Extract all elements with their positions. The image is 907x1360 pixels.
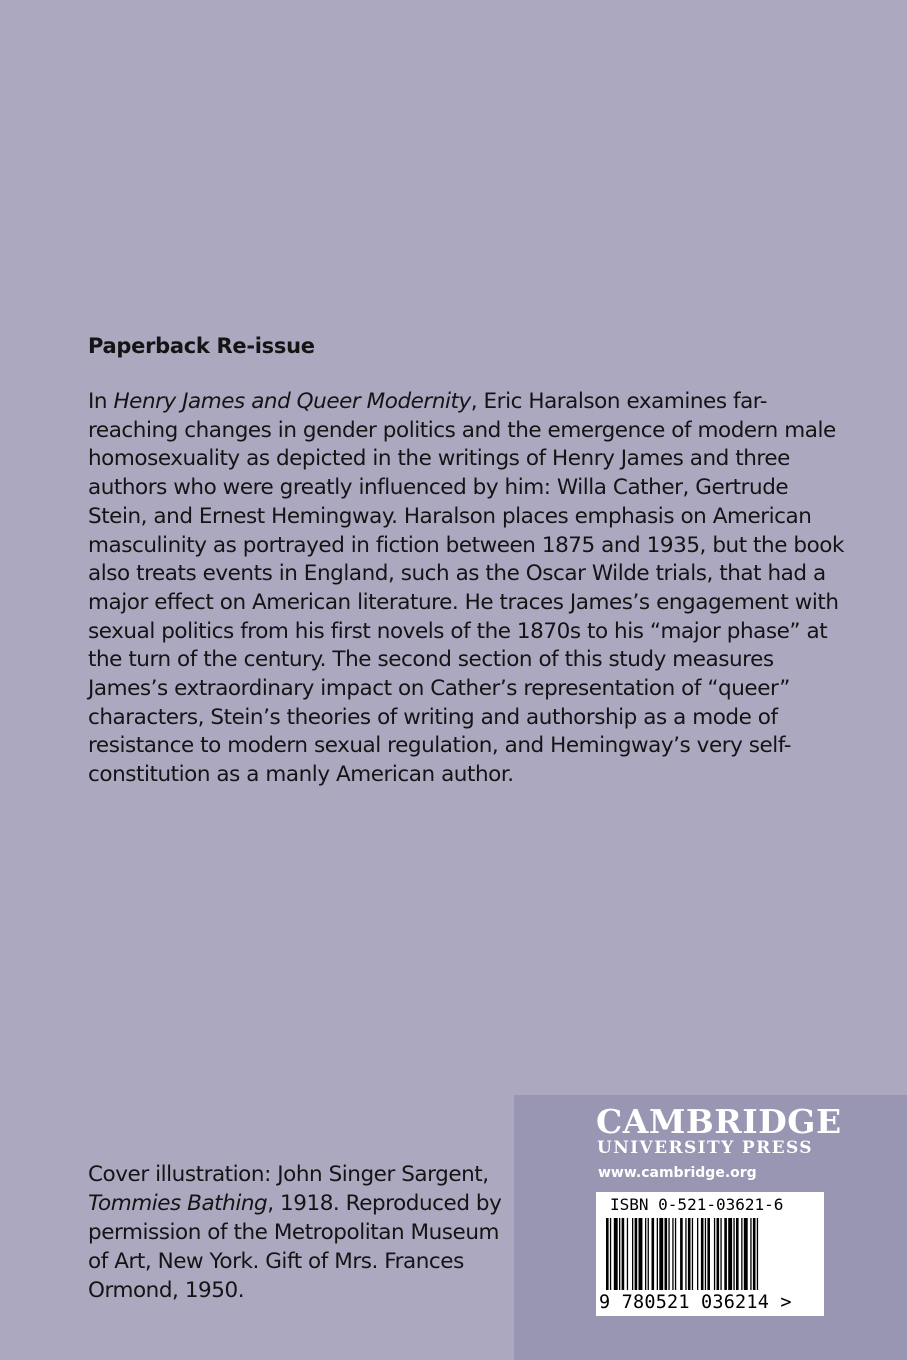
barcode-bar — [659, 1218, 663, 1290]
isbn-text: ISBN 0-521-03621-6 — [610, 1195, 784, 1214]
barcode-bar — [705, 1218, 706, 1290]
barcode-bar — [728, 1218, 732, 1290]
barcode-bar — [606, 1218, 609, 1290]
book-title: Henry James and Queer Modernity — [113, 389, 471, 414]
barcode-bars — [604, 1218, 816, 1292]
barcode-bar — [668, 1218, 669, 1290]
barcode-bar — [627, 1218, 628, 1290]
barcode-bar — [733, 1218, 734, 1290]
barcode-bar — [635, 1218, 638, 1290]
barcode-bar — [707, 1218, 710, 1290]
barcode-bar — [622, 1218, 625, 1290]
cover-credit — [88, 1160, 508, 1305]
barcode-bar — [720, 1218, 721, 1290]
barcode-bar — [685, 1218, 686, 1290]
blurb-body: , Eric Haralson examines far-reaching changes in gender politics and the emergence of modern male homosexuality as depicted in the writings of Henry James and three authors who were greatly influenced by him: Willa Cather, Gertrude Stein, and Ernest Hemingway. Haralson places emphasis on American masculinity as portrayed in fiction between 1875 and 1935, but the book also treats events in England, such as the Oscar Wilde trials, that had a major effect on American literature. He traces James’s engagement with sexual politics from his first novels of the 1870s to his “major phase” at the turn of the century. The second section of this study measures James’s extraordinary impact on Cather’s representation of “queer” characters, Stein’s theories of writing and authorship as a mode of resistance to modern sexual regulation, and Hemingway’s very self-constitution as a manly American author. — [88, 389, 844, 788]
barcode-bar — [657, 1218, 658, 1290]
blurb-intro: In — [88, 389, 114, 414]
barcode-bar — [632, 1218, 633, 1290]
publisher-press: UNIVERSITY PRESS — [597, 1138, 813, 1158]
barcode-bar — [648, 1218, 649, 1290]
blurb-text — [88, 388, 848, 790]
barcode-bar — [619, 1218, 620, 1290]
barcode-bar — [717, 1218, 720, 1290]
barcode-bar — [701, 1218, 704, 1290]
artwork-title: Tommies Bathing — [88, 1191, 268, 1216]
barcode-bar — [714, 1218, 715, 1290]
barcode-bar — [753, 1218, 756, 1290]
barcode-bar — [724, 1218, 727, 1290]
barcode-number: 9 780521 036214 > — [599, 1292, 792, 1313]
barcode-bar — [692, 1218, 693, 1290]
barcode-bar — [757, 1218, 758, 1290]
barcode-bar — [697, 1218, 698, 1290]
barcode-bar — [744, 1218, 748, 1290]
barcode-bar — [639, 1218, 643, 1290]
publisher-name: CAMBRIDGE — [596, 1102, 842, 1141]
credit-intro: Cover illustration: John Singer Sargent, — [88, 1162, 489, 1187]
barcode-bar — [665, 1218, 668, 1290]
barcode-bar — [680, 1218, 683, 1290]
barcode-bar — [741, 1218, 742, 1290]
barcode-bar — [610, 1218, 611, 1290]
barcode-bar — [652, 1218, 655, 1290]
barcode-bar — [688, 1218, 691, 1290]
barcode-bar — [736, 1218, 739, 1290]
section-heading: Paperback Re-issue — [88, 334, 315, 358]
barcode-bar — [672, 1218, 673, 1290]
barcode-box — [596, 1192, 824, 1316]
barcode-bar — [645, 1218, 646, 1290]
barcode-bar — [750, 1218, 751, 1290]
barcode-bar — [675, 1218, 676, 1290]
barcode-bar — [614, 1218, 618, 1290]
credit-body: , 1918. Reproduced by permission of the Metropolitan Museum of Art, New York. Gift of Mrs. Frances Ormond, 1950. — [88, 1191, 502, 1303]
publisher-url: www.cambridge.org — [598, 1165, 757, 1181]
